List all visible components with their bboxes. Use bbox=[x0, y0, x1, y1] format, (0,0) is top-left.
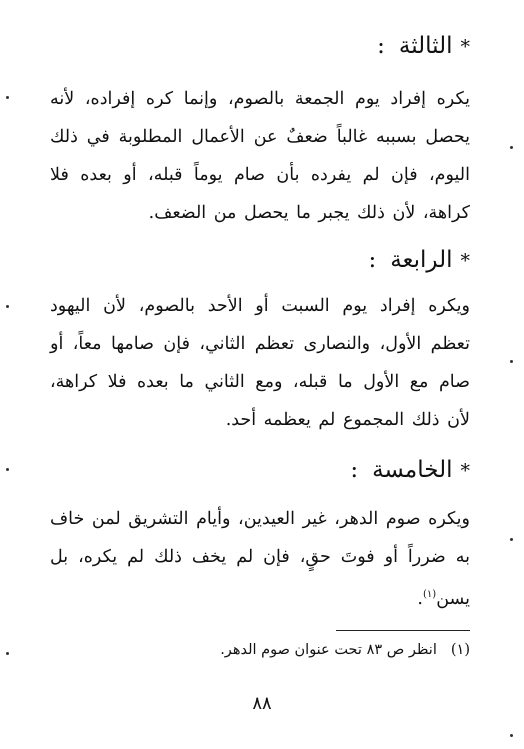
margin-speck bbox=[510, 538, 513, 541]
star-bullet-icon: * bbox=[460, 36, 470, 58]
heading-colon: : bbox=[368, 247, 377, 273]
margin-speck bbox=[6, 652, 9, 655]
footnote-reference[interactable]: (١) bbox=[423, 589, 437, 600]
star-bullet-icon: * bbox=[460, 250, 470, 272]
section-title: الثالثة bbox=[398, 33, 453, 59]
margin-speck bbox=[510, 734, 513, 737]
section-heading-third bbox=[377, 31, 470, 62]
section-title: الرابعة bbox=[390, 247, 453, 273]
margin-speck bbox=[6, 305, 9, 308]
paragraph-end: . bbox=[417, 588, 423, 609]
footnote-text: انظر ص ٨٣ تحت عنوان صوم الدهر. bbox=[220, 642, 437, 658]
section-heading-fourth bbox=[368, 245, 470, 276]
section-paragraph-fifth bbox=[50, 500, 470, 618]
section-heading-fifth bbox=[350, 455, 470, 486]
margin-speck bbox=[510, 146, 513, 149]
margin-speck bbox=[6, 96, 9, 99]
section-paragraph-fourth: ويكره إفراد يوم السبت أو الأحد بالصوم، لأن اليهود تعظم الأول، والنصارى تعظم الثاني، فإن صامها معاً، أو صام مع الأول ما قبله، ومع الثاني ما بعده فلا كراهة، لأن ذلك المجموع لم يعظمه أحد. bbox=[50, 296, 470, 430]
heading-colon: : bbox=[377, 33, 385, 59]
margin-speck bbox=[510, 360, 513, 363]
footnote bbox=[220, 638, 470, 662]
section-paragraph-third: يكره إفراد يوم الجمعة بالصوم، وإنما كره إفراده، لأنه يحصل بسببه غالباً ضعفٌ عن الأعمال المطلوبة في ذلك اليوم، فإن لم يفرده بأن صام يوماً قبله، أو بعده فلا كراهة، لأن ذلك يجبر ما يحصل من الضعف. bbox=[50, 89, 470, 223]
footnote-number: (١) bbox=[450, 642, 470, 658]
heading-colon: : bbox=[350, 457, 359, 483]
footnote-divider bbox=[336, 630, 470, 631]
page-number: ٨٨ bbox=[252, 693, 272, 714]
paragraph-text: ويكره صوم الدهر، غير العيدين، وأيام التشريق لمن خاف به ضرراً أو فوتَ حقٍ، فإن لم يخف ذلك لم يكره، بل يسن bbox=[50, 509, 470, 609]
margin-speck bbox=[6, 468, 9, 471]
section-title: الخامسة bbox=[372, 457, 453, 483]
star-bullet-icon: * bbox=[460, 460, 470, 482]
